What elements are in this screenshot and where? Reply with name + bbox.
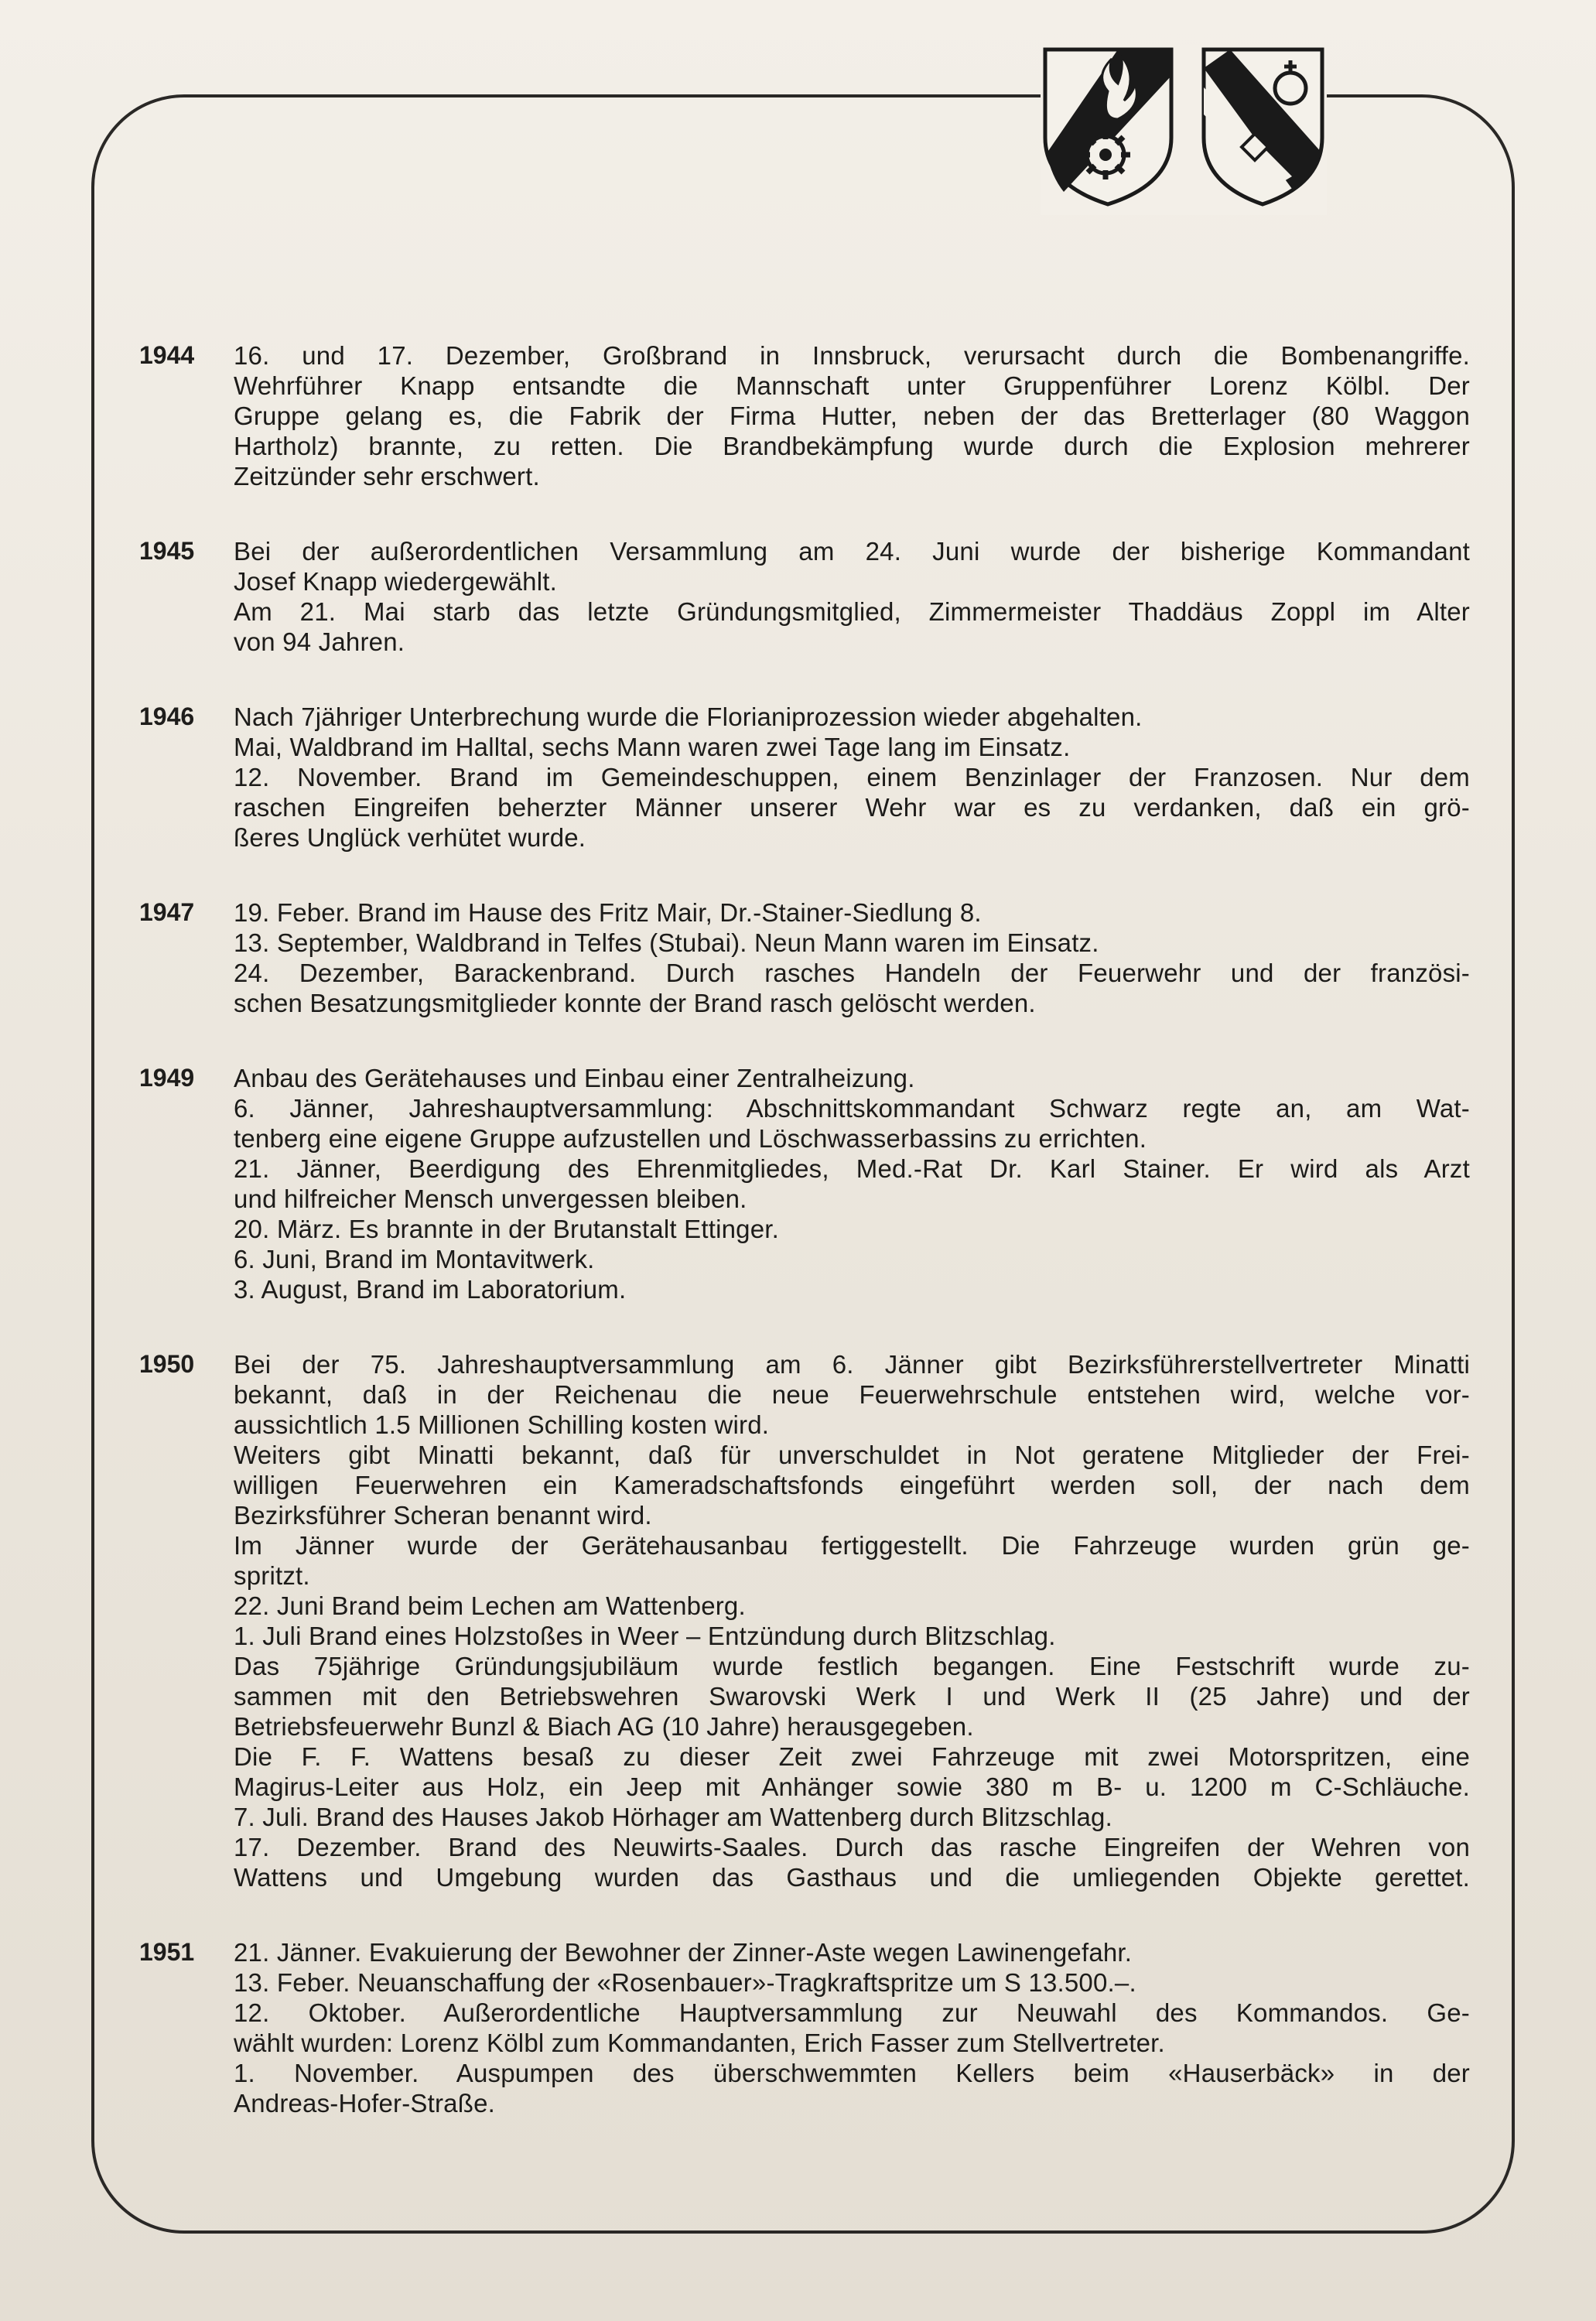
entry-line: 20. März. Es brannte in der Brutanstalt Ettinger.	[234, 1215, 779, 1243]
coats-of-arms	[1041, 45, 1327, 215]
entry-line: wählt wurden: Lorenz Kölbl zum Kommandanten, Erich Fasser zum Stellvertreter.	[234, 2029, 1165, 2057]
chronicle-entry	[139, 897, 1470, 1018]
entry-line: Die F. F. Wattens besaß zu dieser Zeit zwei Fahrzeuge mit zwei Motorspritzen, eine	[234, 1742, 1470, 1771]
entry-line: Hartholz) brannte, zu retten. Die Brandbekämpfung wurde durch die Explosion mehrerer	[234, 432, 1470, 460]
entry-line: Bei der 75. Jahreshauptversammlung am 6. Jänner gibt Bezirksführerstellvertreter Minatti	[234, 1350, 1470, 1379]
entry-line: Weiters gibt Minatti bekannt, daß für unverschuldet in Not geratene Mitglieder der Frei-	[234, 1441, 1470, 1469]
entry-line: schen Besatzungsmitglieder konnte der Brand rasch gelöscht werden.	[234, 989, 1036, 1017]
entry-line: Wattens und Umgebung wurden das Gasthaus und die umliegenden Objekte gerettet.	[234, 1863, 1470, 1892]
entry-line: Gruppe gelang es, die Fabrik der Firma Hutter, neben der das Bretterlager (80 Waggon	[234, 402, 1470, 430]
chronicle-entry	[139, 1937, 1470, 2118]
entry-line: spritzt.	[234, 1561, 310, 1590]
chronicle-entry	[139, 340, 1470, 491]
entry-year: 1947	[139, 898, 195, 926]
entry-line: raschen Eingreifen beherzter Männer unserer Wehr war es zu verdanken, daß ein grö-	[234, 793, 1470, 822]
entry-line: Andreas-Hofer-Straße.	[234, 2089, 495, 2118]
entry-text	[234, 1349, 1470, 1892]
entry-line: 1. Juli Brand eines Holzstoßes in Weer – Entzündung durch Blitzschlag.	[234, 1622, 1056, 1650]
fire-brigade-crest-icon	[1041, 45, 1176, 209]
entry-line: 21. Jänner, Beerdigung des Ehrenmitgliedes, Med.-Rat Dr. Karl Stainer. Er wird als Arzt	[234, 1154, 1470, 1183]
entry-line: Im Jänner wurde der Gerätehausanbau fertiggestellt. Die Fahrzeuge wurden grün ge-	[234, 1531, 1470, 1560]
entry-line: willigen Feuerwehren ein Kameradschaftsfonds eingeführt werden soll, der nach dem	[234, 1471, 1470, 1499]
entry-line: aussichtlich 1.5 Millionen Schilling kosten wird.	[234, 1410, 770, 1439]
entry-line: 22. Juni Brand beim Lechen am Wattenberg.	[234, 1591, 746, 1620]
chronicle-entry	[139, 536, 1470, 657]
chronicle-entry	[139, 702, 1470, 853]
entry-line: Bei der außerordentlichen Versammlung am 24. Juni wurde der bisherige Kommandant	[234, 537, 1470, 566]
entry-line: sammen mit den Betriebswehren Swarovski Werk I und Werk II (25 Jahre) und der	[234, 1682, 1470, 1711]
chronicle-entry	[139, 1349, 1470, 1892]
entry-year: 1945	[139, 537, 195, 565]
entry-year: 1946	[139, 702, 195, 730]
entry-line: Das 75jährige Gründungsjubiläum wurde festlich begangen. Eine Festschrift wurde zu-	[234, 1652, 1470, 1680]
entry-year: 1950	[139, 1350, 195, 1378]
entry-line: 13. Feber. Neuanschaffung der «Rosenbauer»-Tragkraftspritze um S 13.500.–.	[234, 1968, 1136, 1997]
entry-line: 16. und 17. Dezember, Großbrand in Innsbruck, verursacht durch die Bombenangriffe.	[234, 341, 1470, 370]
entry-line: 17. Dezember. Brand des Neuwirts-Saales. Durch das rasche Eingreifen der Wehren von	[234, 1833, 1470, 1861]
entry-line: 6. Juni, Brand im Montavitwerk.	[234, 1245, 595, 1273]
entry-line: 19. Feber. Brand im Hause des Fritz Mair, Dr.-Stainer-Siedlung 8.	[234, 898, 982, 927]
entry-line: bekannt, daß in der Reichenau die neue Feuerwehrschule entstehen wird, welche vor-	[234, 1380, 1470, 1409]
entry-line: 24. Dezember, Barackenbrand. Durch rasches Handeln der Feuerwehr und der französi-	[234, 959, 1470, 987]
chronicle-entries	[139, 340, 1470, 2163]
entry-text	[234, 702, 1470, 853]
entry-line: Wehrführer Knapp entsandte die Mannschaft unter Gruppenführer Lorenz Kölbl. Der	[234, 371, 1470, 400]
entry-line: 7. Juli. Brand des Hauses Jakob Hörhager am Wattenberg durch Blitzschlag.	[234, 1803, 1112, 1831]
entry-text	[234, 340, 1470, 491]
entry-line: ßeres Unglück verhütet wurde.	[234, 823, 586, 852]
municipal-crest-icon	[1199, 45, 1327, 209]
entry-line: und hilfreicher Mensch unvergessen bleiben.	[234, 1184, 747, 1213]
entry-line: tenberg eine eigene Gruppe aufzustellen und Löschwasserbassins zu errichten.	[234, 1124, 1147, 1153]
entry-line: Nach 7jähriger Unterbrechung wurde die Florianiprozession wieder abgehalten.	[234, 702, 1143, 731]
entry-line: 3. August, Brand im Laboratorium.	[234, 1275, 627, 1304]
entry-line: Am 21. Mai starb das letzte Gründungsmitglied, Zimmermeister Thaddäus Zoppl im Alter	[234, 597, 1470, 626]
entry-line: Magirus-Leiter aus Holz, ein Jeep mit Anhänger sowie 380 m B- u. 1200 m C-Schläuche.	[234, 1772, 1470, 1801]
entry-line: 21. Jänner. Evakuierung der Bewohner der Zinner-Aste wegen Lawinengefahr.	[234, 1938, 1133, 1967]
entry-line: 13. September, Waldbrand in Telfes (Stubai). Neun Mann waren im Einsatz.	[234, 928, 1099, 957]
entry-line: Anbau des Gerätehauses und Einbau einer Zentralheizung.	[234, 1064, 915, 1092]
entry-text	[234, 897, 1470, 1018]
entry-line: Mai, Waldbrand im Halltal, sechs Mann waren zwei Tage lang im Einsatz.	[234, 733, 1071, 761]
entry-line: Bezirksführer Scheran benannt wird.	[234, 1501, 652, 1530]
entry-line: Josef Knapp wiedergewählt.	[234, 567, 557, 596]
entry-line: 12. Oktober. Außerordentliche Hauptversammlung zur Neuwahl des Kommandos. Ge-	[234, 1998, 1470, 2027]
entry-year: 1951	[139, 1938, 195, 1966]
entry-text	[234, 1063, 1470, 1304]
entry-year: 1944	[139, 341, 195, 369]
entry-year: 1949	[139, 1064, 195, 1092]
chronicle-entry	[139, 1063, 1470, 1304]
entry-text	[234, 1937, 1470, 2118]
entry-line: 12. November. Brand im Gemeindeschuppen, einem Benzinlager der Franzosen. Nur dem	[234, 763, 1470, 791]
entry-line: von 94 Jahren.	[234, 627, 405, 656]
entry-line: 1. November. Auspumpen des überschwemmten Kellers beim «Hauserbäck» in der	[234, 2059, 1470, 2087]
entry-line: Zeitzünder sehr erschwert.	[234, 462, 540, 491]
entry-line: Betriebsfeuerwehr Bunzl & Biach AG (10 Jahre) herausgegeben.	[234, 1712, 974, 1741]
entry-line: 6. Jänner, Jahreshauptversammlung: Abschnittskommandant Schwarz regte an, am Wat-	[234, 1094, 1470, 1123]
entry-text	[234, 536, 1470, 657]
